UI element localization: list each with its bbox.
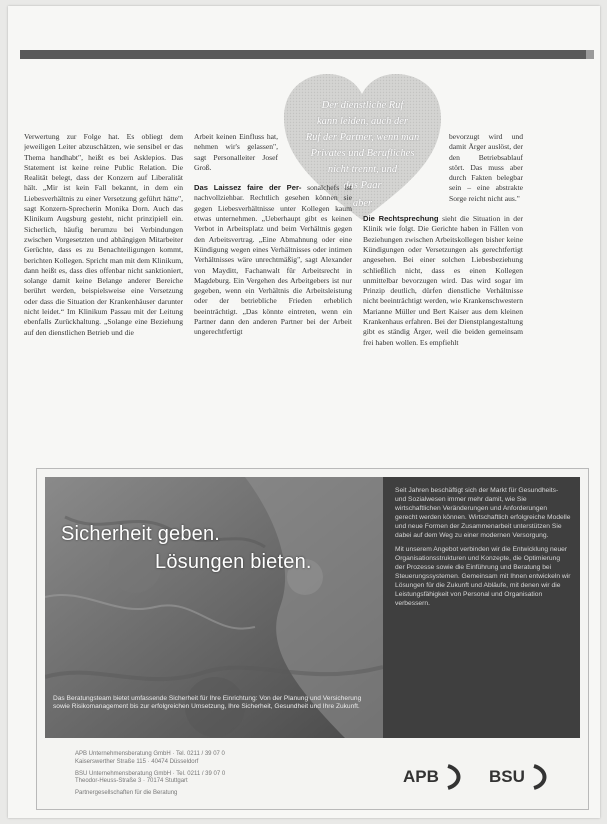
apb-logo-text: APB [403, 767, 439, 786]
paragraph-lead: Die Rechtsprechung [363, 214, 439, 224]
contact-line: Kaiserswerther Straße 115 · 40474 Düsseldorf [75, 758, 199, 765]
column-text: bevorzugt wird und damit Ärger auslöst, der den Betriebsablauf stört. Das muss aber durch Fakten belegbar sein – eine abstrakte Sorge reicht nicht aus." [449, 132, 523, 203]
pull-quote-line: Der dienstliche Ruf [321, 100, 404, 111]
logo-arc-icon [528, 762, 550, 792]
pull-quote-line: nicht trennt, und [327, 164, 398, 175]
pull-quote-line: Ruf der Partner, wenn man [305, 132, 420, 143]
apb-logo [403, 759, 464, 795]
paragraph-lead: Das Laissez faire der Per- [194, 183, 302, 193]
pull-quote-line: kann leiden, auch der [317, 116, 408, 127]
contact-line: BSU Unternehmensberatung GmbH · Tel. 0211 / 39 07 0 [75, 770, 226, 777]
ad-headline-1: Sicherheit geben. [61, 523, 221, 545]
pull-quote-line: das Paar [343, 180, 382, 191]
column-text: Arbeit keinen Einfluss hat, nehmen wir's gelassen", sagt Personalleiter Josef Groß. [194, 132, 278, 172]
column-text: sieht die Situation in der Klinik wie folgt. Die Gerichte haben in Fällen von Beziehungen zwischen Arbeitskollegen bisher keine Kündigungen oder Versetzungen als gerechtfertigt angesehen. Bei einer solchen Liebesbeziehung schließlich nicht, dass es einen Kollegen unmittelbar bevorzugen wird. Das wird sogar im Prinzip deutlich, dürfen dienstliche Verhältnisse nicht beeinträchtigt werden, wie Krankenschwestern Marianne Müller und Bert Kaiser aus dem kleinen Krankenhaus erfahren. Bei der Dienstplangestaltung gibt es ständig Ärger, weil die beiden gemeinsam frei haben wollen. Es empfiehlt [363, 214, 523, 347]
pull-quote-line: Privates und Berufliches [310, 148, 415, 159]
column-text: sonalchefs ist nachvollziehbar. Rechtlich gesehen können sie gegen Liebesverhältnisse unter Kollegen kaum etwas unternehmen. „Ueberhaupt gibt es keinen Verbot in Arbeitsplatz und beim Verhältnis gegen den Arbeitsvertrag. „Eine Abmahnung oder eine Kündigung wegen eines Verhältnisses oder intimen Verhältnisses wäre unrechtmäßig", sagt Alexander von Mayditt, Fachanwalt für Arbeitsrecht in Magdeburg. Ein Vergehen des Arbeitgebers ist nur gegeben, wenn ein Verhältnis die Arbeitsleistung oder der betriebliche Frieden erheblich beeinträchtigt. „Das könnte eintreten, wenn ein Partner dann den anderen Partner bei der Arbeit ungerechtfertigt [194, 183, 352, 337]
advertisement[interactable] [36, 468, 589, 810]
ad-headline-2: Lösungen bieten. [155, 551, 312, 573]
logo-arc-icon [442, 762, 464, 792]
contact-line: Theodor-Heuss-Straße 3 · 70174 Stuttgart [75, 778, 188, 785]
header-rule [20, 50, 586, 59]
bsu-logo [489, 759, 550, 795]
ad-contacts [75, 751, 305, 798]
ad-side-text [395, 487, 571, 615]
pull-quote-line: aber [352, 198, 373, 209]
contact-line: APB Unternehmensberatung GmbH · Tel. 0211 / 39 07 0 [75, 751, 225, 757]
bsu-logo-text: BSU [489, 767, 525, 786]
article-column-3 [363, 132, 523, 444]
header-rule-edge [586, 50, 594, 59]
column-text: Verwertung zur Folge hat. Es obliegt dem jeweiligen Leiter abzuschätzen, wie sensibel er das Thema handhabt", heißt es bei Asklepios. Das Statement ist keine reine Public Relation. Die Realität belegt, dass der Konzern auf Liberalität hält. „Mir ist kein Fall bekannt, in dem ein Liebesverhältnis zu einer Versetzung geführt hätte", sagt Konzern-Sprecherin Monika Dorn. Auch das Klinikum Augsburg gesteht, nicht prinzipiell ein. Sicherlich, häufig herumzu bei Verbindungen zwischen Vorgesetzten und abhängigen Mitarbeiter Gerüchte, dass es zu Benachteiligungen kommt, berichten Kollegen. Spricht man mit dem Klinikum, dann heißt es, dass dies offenbar nicht sanktioniert, solange damit keine Belange anderer Bereiche berührt werden, beispielsweise eine Versetzung oder dass die Situation der Krankenhäuser darunter nicht leidet.“ Im Klinikum Passau mit der Leitung ebenfalls Zurückhaltung. „Solange eine Beziehung auf den dienstlichen Betrieb und die [24, 132, 183, 337]
magazine-page [8, 6, 600, 818]
ad-photo [45, 477, 383, 738]
article-column-2 [194, 132, 352, 444]
ad-side-panel [383, 477, 580, 738]
article-column-1 [24, 132, 183, 444]
contact-line: Partnergesellschaften für die Beratung [75, 790, 178, 797]
ad-paragraph: Seit Jahren beschäftigt sich der Markt für Gesundheits- und Sozialwesen immer mehr damit, wie Sie wirtschaftlichen Veränderungen und Anforderungen gerecht werden können. Wirtschaftlich erfolgreiche Modelle und neue Formen der Zusammenarbeit unterstützen Sie dabei auf dem Weg zu einer modernen Versorgung. [395, 487, 571, 539]
ad-caption: Das Beratungsteam bietet umfassende Sicherheit für Ihre Einrichtung: Von der Planung und Versicherung sowie Risikomanagement bis zur erfolgreichen Umsetzung, Ihre Sicherheit, Gesundheit und Ihre Zukunft. [53, 695, 362, 711]
ad-paragraph: Mit unserem Angebot verbinden wir die Entwicklung neuer Organisationsstrukturen und Konzepte, die Optimierung der Prozesse sowie die Einführung und Beratung bei Steuerungssystemen. Gemeinsam mit Ihnen entwickeln wir Lösungen für die Zukunft und Abläufe, mit denen wir die Leistungsfähigkeit von Personal und Organisation verbessern. [395, 546, 571, 607]
